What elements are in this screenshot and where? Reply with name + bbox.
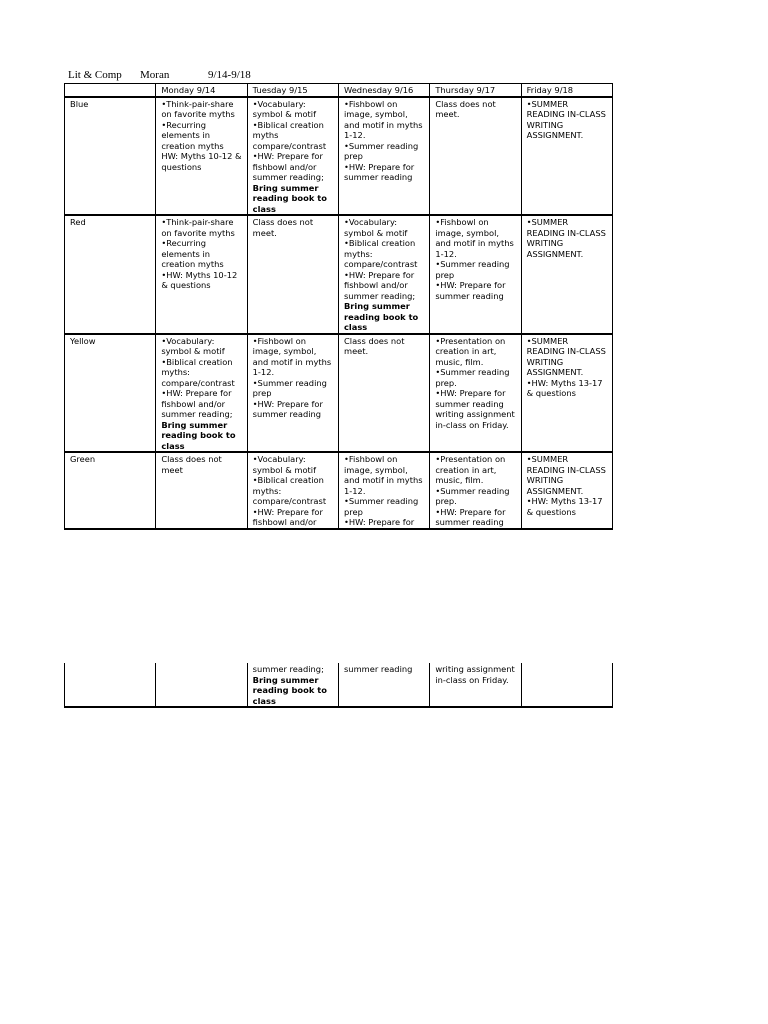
cell-line: writing assignment in-class on Friday. (435, 664, 515, 685)
cell-line: •HW: Prepare for summer reading writing assignment in-class on Friday. (435, 388, 515, 430)
cell-line: •Fishbowl on image, symbol, and motif in myths 1-12. (343, 98, 423, 140)
cell-line: Bring summer reading book to class (161, 419, 236, 451)
cell-line: •Recurring elements in creation myths (161, 119, 224, 151)
column-header: Wednesday 9/16 (338, 84, 429, 97)
table-cell (430, 663, 521, 707)
table-cell (430, 215, 521, 334)
cell-line: summer reading (343, 664, 413, 674)
cell-line: Class does not meet. (252, 217, 314, 238)
cell-line: •SUMMER READING IN-CLASS WRITING ASSIGNMENT. (526, 98, 606, 140)
table-cell (156, 663, 247, 707)
cell-line: Class does not meet. (435, 98, 496, 119)
cell-line: •Vocabulary: symbol & motif (252, 454, 317, 475)
cell-line: Bring summer reading book to class (343, 301, 419, 332)
column-header: Tuesday 9/15 (247, 84, 338, 97)
cell-line: •HW: Prepare for fishbowl and/or summer reading; (343, 269, 416, 301)
cell-line: •SUMMER READING IN-CLASS WRITING ASSIGNMENT. (526, 217, 606, 259)
cell-line: HW: Myths 10-12 & questions (161, 151, 242, 172)
cell-line: •SUMMER READING IN-CLASS WRITING ASSIGNMENT. (526, 454, 606, 496)
table-cell (338, 97, 429, 216)
table-cell (338, 452, 429, 529)
date-range: 9/14-9/18 (208, 69, 251, 81)
cell-line: •HW: Prepare for summer reading (343, 161, 415, 182)
table-cell (430, 334, 521, 453)
row-label: Green (65, 452, 156, 529)
cell-line: •HW: Prepare for (343, 517, 415, 527)
cell-line: •Biblical creation myths compare/contrast (252, 119, 327, 151)
cell-line: •HW: Prepare for summer reading (435, 506, 506, 527)
cell-line: •HW: Prepare for fishbowl and/or summer reading; (252, 151, 324, 182)
table-row (65, 334, 613, 453)
table-cell (247, 663, 338, 707)
table-cell (521, 97, 612, 216)
table-cell (338, 334, 429, 453)
table-cell (247, 215, 338, 334)
cell-line: •Vocabulary: symbol & motif (161, 335, 225, 356)
row-label: Red (65, 215, 156, 334)
cell-line: •Summer reading prep. (435, 367, 510, 388)
row-label: Yellow (65, 334, 156, 453)
table-cell (65, 663, 156, 707)
cell-line: •Vocabulary: symbol & motif (343, 217, 408, 238)
cell-line: •Summer reading prep (343, 140, 419, 161)
table-cell (338, 215, 429, 334)
cell-line: •Recurring elements in creation myths (161, 238, 224, 269)
cell-line: •Fishbowl on image, symbol, and motif in myths 1-12. (343, 454, 423, 496)
table-cell (156, 334, 247, 453)
cell-line: •Summer reading prep (343, 496, 419, 517)
cell-line: •HW: Prepare for fishbowl and/or summer reading; (161, 388, 233, 419)
cell-line: •HW: Prepare for summer reading (252, 398, 323, 419)
column-header (65, 84, 156, 97)
table-cell (430, 97, 521, 216)
cell-line: •Summer reading prep (252, 377, 327, 398)
column-header: Monday 9/14 (156, 84, 247, 97)
cell-line: Class does not meet. (343, 335, 405, 356)
cell-line: summer reading; (252, 664, 324, 674)
cell-line: •HW: Myths 13-17 & questions (526, 496, 603, 517)
cell-line: •HW: Myths 13-17 & questions (526, 377, 603, 398)
cell-line: Class does not meet (161, 454, 222, 475)
cell-line: •Fishbowl on image, symbol, and motif in myths 1-12. (252, 335, 332, 377)
column-header: Thursday 9/17 (430, 84, 521, 97)
table-cell (521, 334, 612, 453)
cell-line: •Biblical creation myths: compare/contrast (343, 238, 418, 269)
cell-line: •Fishbowl on image, symbol, and motif in myths 1-12. (435, 217, 514, 259)
table-cell (521, 452, 612, 529)
cell-line: •Vocabulary: symbol & motif (252, 98, 317, 119)
table-cell (430, 452, 521, 529)
cell-line: •HW: Prepare for summer reading (435, 280, 506, 301)
table-row (65, 452, 613, 529)
schedule-table (64, 83, 613, 530)
table-cell (521, 663, 612, 707)
cell-line: •Think-pair-share on favorite myths (161, 98, 235, 119)
table-row (65, 97, 613, 216)
schedule-table-continuation (64, 663, 613, 708)
table-row (65, 663, 613, 707)
table-cell (247, 452, 338, 529)
cell-line: •HW: Prepare for fishbowl and/or (252, 506, 323, 527)
cell-line: •Presentation on creation in art, music, film. (435, 454, 506, 485)
column-header: Friday 9/18 (521, 84, 612, 97)
teacher-name: Moran (140, 69, 170, 81)
cell-line: •SUMMER READING IN-CLASS WRITING ASSIGNMENT. (526, 335, 606, 377)
cell-line: •HW: Myths 10-12 & questions (161, 269, 238, 290)
table-cell (156, 97, 247, 216)
course-name: Lit & Comp (68, 69, 122, 81)
table-cell (156, 215, 247, 334)
table-cell (338, 663, 429, 707)
header-row (65, 84, 613, 97)
cell-line: Bring summer reading book to class (252, 182, 327, 214)
cell-line: •Presentation on creation in art, music, film. (435, 335, 506, 367)
table-cell (247, 334, 338, 453)
cell-line: •Summer reading prep. (435, 485, 510, 506)
cell-line: •Biblical creation myths: compare/contrast (161, 356, 235, 388)
cell-line: •Biblical creation myths: compare/contrast (252, 475, 327, 506)
row-label: Blue (65, 97, 156, 216)
table-cell (247, 97, 338, 216)
table-cell (521, 215, 612, 334)
table-row (65, 215, 613, 334)
cell-line: •Summer reading prep (435, 259, 510, 280)
cell-line: •Think-pair-share on favorite myths (161, 217, 235, 238)
cell-line: Bring summer reading book to class (252, 674, 327, 706)
table-cell (156, 452, 247, 529)
